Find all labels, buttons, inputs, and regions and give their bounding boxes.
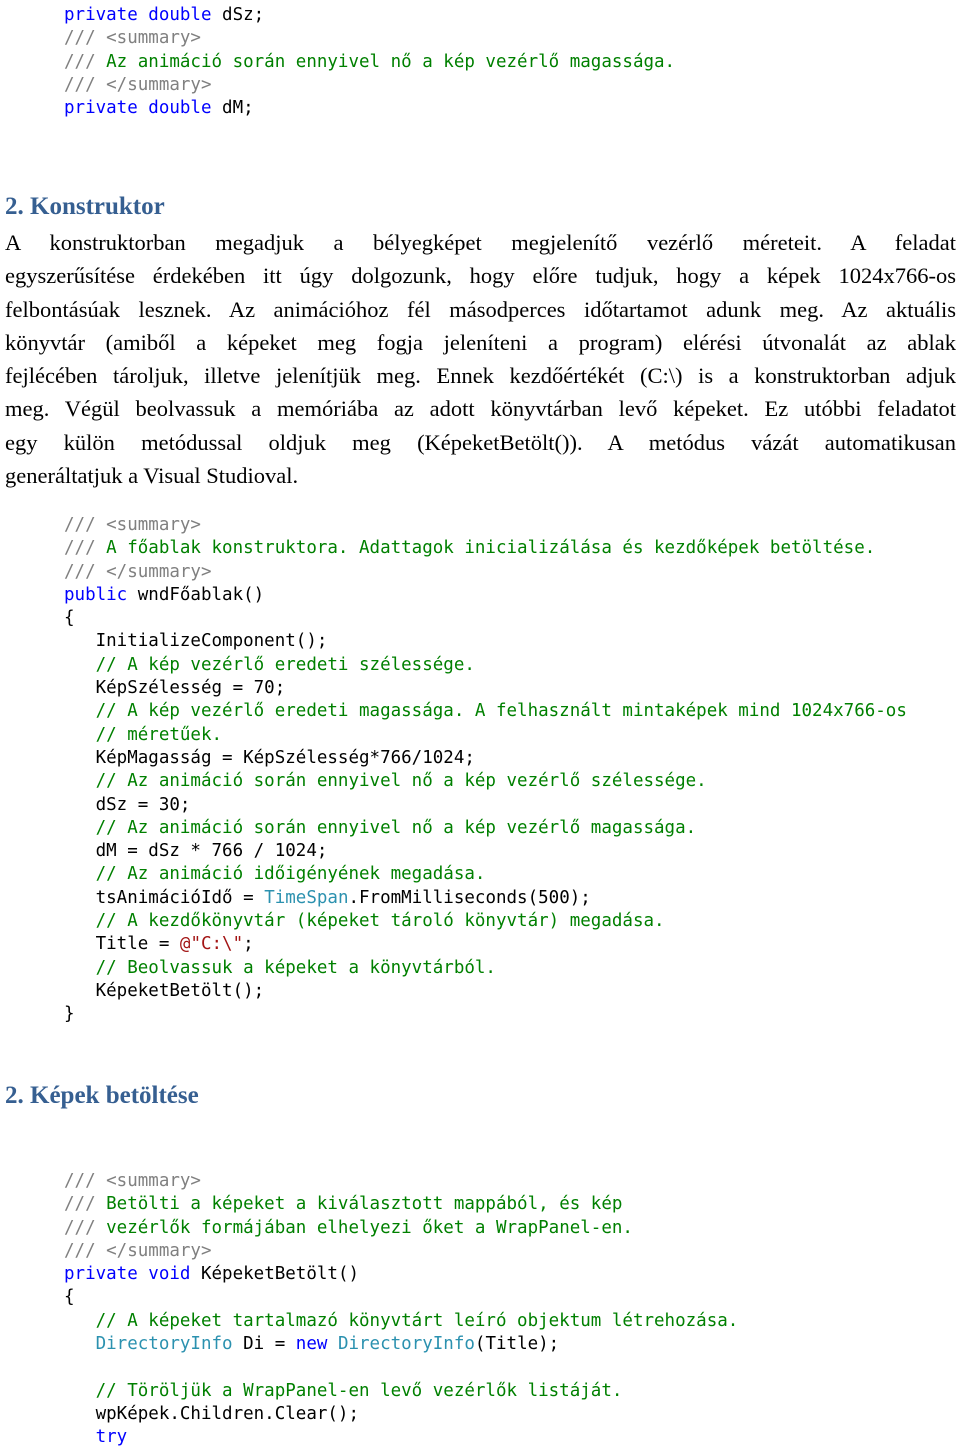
code-token: (Title); — [474, 1334, 560, 1355]
code-line — [64, 910, 907, 933]
code-line — [64, 607, 907, 630]
section-heading-constructor: 2. Konstruktor — [5, 193, 165, 220]
code-line — [64, 840, 907, 863]
code-line — [64, 51, 675, 74]
paragraph-line: egy külön metódussal oldjuk meg (KépeketBetölt()). A metódus vázát automatikusan — [5, 429, 956, 455]
code-token: wndFőablak() — [127, 584, 265, 605]
code-token: KépMagasság = KépSzélesség*766/1024; — [64, 747, 475, 768]
code-line — [64, 1286, 738, 1309]
code-line — [64, 74, 675, 97]
code-line — [64, 724, 907, 747]
code-line — [64, 630, 907, 653]
paragraph-line: egyszerűsítése érdekében itt úgy dolgozunk, hogy előre tudjuk, hogy a képek 1024x766-os — [5, 263, 956, 289]
code-line — [64, 1240, 738, 1263]
code-token: new — [295, 1334, 328, 1355]
code-token: // Az animáció időigényének megadása. — [64, 864, 486, 885]
code-token: dSz; — [211, 5, 265, 25]
code-line — [64, 561, 907, 584]
code-line — [64, 677, 907, 700]
code-line — [64, 1426, 738, 1449]
code-line — [64, 97, 675, 120]
paragraph-line: könyvtár (amiből a képeket meg fogja jeleníteni a program) elérési útvonalát az ablak — [5, 329, 956, 355]
code-line — [64, 1170, 738, 1193]
code-line — [64, 794, 907, 817]
code-line — [64, 863, 907, 886]
code-line — [64, 1403, 738, 1426]
code-token: // Az animáció során ennyivel nő a kép vezérlő szélessége. — [64, 771, 707, 792]
code-token: try — [64, 1427, 128, 1448]
code-block-fields — [64, 4, 675, 120]
code-line — [64, 957, 907, 980]
code-line — [64, 654, 907, 677]
code-token: { — [64, 608, 75, 629]
code-token: Betölti a képeket a kiválasztott mappából, és kép — [95, 1194, 623, 1215]
code-token: // méretűek. — [64, 724, 223, 745]
constructor-description-paragraph — [5, 226, 956, 492]
code-token: DirectoryInfo — [64, 1334, 233, 1355]
section-heading-load-images: 2. Képek betöltése — [5, 1082, 199, 1109]
code-line — [64, 584, 907, 607]
code-token: @"C:\" — [179, 934, 244, 955]
paragraph-line: fejlécében tároljuk, illetve jelenítjük meg. Ennek kezdőértékét (C:\) is a konstruktorban adjuk — [5, 363, 956, 389]
code-line — [64, 700, 907, 723]
code-line — [64, 1310, 738, 1333]
code-token: .FromMilliseconds(500); — [348, 887, 591, 908]
code-token: KépeketBetölt(); — [64, 980, 265, 1001]
code-line — [64, 537, 907, 560]
code-block-constructor — [64, 514, 907, 1027]
code-line — [64, 980, 907, 1003]
code-token: { — [64, 1287, 75, 1308]
code-token: private void — [64, 1264, 191, 1285]
code-token: private double — [64, 98, 212, 119]
code-line — [64, 1193, 738, 1216]
code-line — [64, 1356, 738, 1379]
code-line — [64, 770, 907, 793]
code-token: // Az animáció során ennyivel nő a kép vezérlő magassága. — [64, 817, 697, 838]
code-line — [64, 817, 907, 840]
code-token: // A képeket tartalmazó könyvtárt leíró objektum létrehozása. — [64, 1310, 739, 1331]
code-line — [64, 1003, 907, 1026]
code-line — [64, 933, 907, 956]
code-token: tsAnimációIdő = — [64, 887, 265, 908]
code-line — [64, 514, 907, 537]
code-token: wpKépek.Children.Clear(); — [64, 1403, 360, 1424]
code-line — [64, 4, 675, 27]
paragraph-line: meg. Végül beolvassuk a memóriába az adott könyvtárban levő képeket. Ez utóbbi feladatot — [5, 396, 956, 422]
code-token — [327, 1334, 338, 1354]
code-token: KépeketBetölt() — [190, 1264, 360, 1285]
code-token: dM; — [211, 98, 254, 119]
code-line — [64, 1333, 738, 1356]
code-token: vezérlők formájában elhelyezi őket a WrapPanel-en. — [95, 1217, 633, 1238]
code-token: // Beolvassuk a képeket a könyvtárból. — [64, 957, 496, 978]
code-token: dSz = 30; — [64, 794, 191, 815]
code-token: TimeSpan — [264, 887, 349, 908]
code-line — [64, 1263, 738, 1286]
code-token: /// <summary> — [64, 1171, 201, 1191]
code-line — [64, 887, 907, 910]
paragraph-line: generáltatjuk a Visual Studioval. — [5, 463, 299, 489]
code-token: /// — [64, 538, 96, 559]
code-token: Title = — [64, 934, 180, 955]
code-token: /// <summary> — [64, 515, 201, 535]
code-token: // Töröljük a WrapPanel-en levő vezérlők listáját. — [64, 1380, 623, 1401]
code-token: public — [64, 584, 128, 605]
code-block-load-images — [64, 1170, 738, 1450]
code-token: ; — [243, 934, 254, 955]
code-token: private double — [64, 5, 212, 25]
code-line — [64, 1217, 738, 1240]
paragraph-line: A konstruktorban megadjuk a bélyegképet megjelenítő vezérlő méreteit. A feladat — [5, 230, 956, 255]
code-token: // A kezdőkönyvtár (képeket tároló könyvtár) megadása. — [64, 911, 665, 932]
code-token: /// </summary> — [64, 1240, 212, 1261]
code-token: } — [64, 1004, 75, 1025]
code-token: /// </summary> — [64, 74, 212, 95]
code-line — [64, 1380, 738, 1403]
code-token: /// <summary> — [64, 28, 201, 49]
code-token: /// — [64, 1194, 96, 1215]
code-token: // A kép vezérlő eredeti magassága. A felhasznált mintaképek mind 1024x766-os — [64, 701, 907, 722]
code-token: /// — [64, 1217, 96, 1238]
code-token: // A kép vezérlő eredeti szélessége. — [64, 654, 475, 675]
code-token: Di = — [232, 1334, 296, 1355]
code-token: A főablak konstruktora. Adattagok inicializálása és kezdőképek betöltése. — [95, 538, 876, 559]
code-line — [64, 27, 675, 50]
code-line — [64, 747, 907, 770]
code-token: InitializeComponent(); — [64, 631, 328, 652]
paragraph-line: felbontásúak lesznek. Az animációhoz fél másodperces időtartamot adunk meg. Az aktuális — [5, 296, 956, 322]
code-token: /// — [64, 51, 96, 72]
code-token: Az animáció során ennyivel nő a kép vezérlő magassága. — [95, 51, 676, 72]
code-token: dM = dSz * 766 / 1024; — [64, 841, 328, 862]
code-token: KépSzélesség = 70; — [64, 678, 286, 699]
code-token: DirectoryInfo — [337, 1334, 475, 1355]
code-token: /// </summary> — [64, 561, 212, 582]
